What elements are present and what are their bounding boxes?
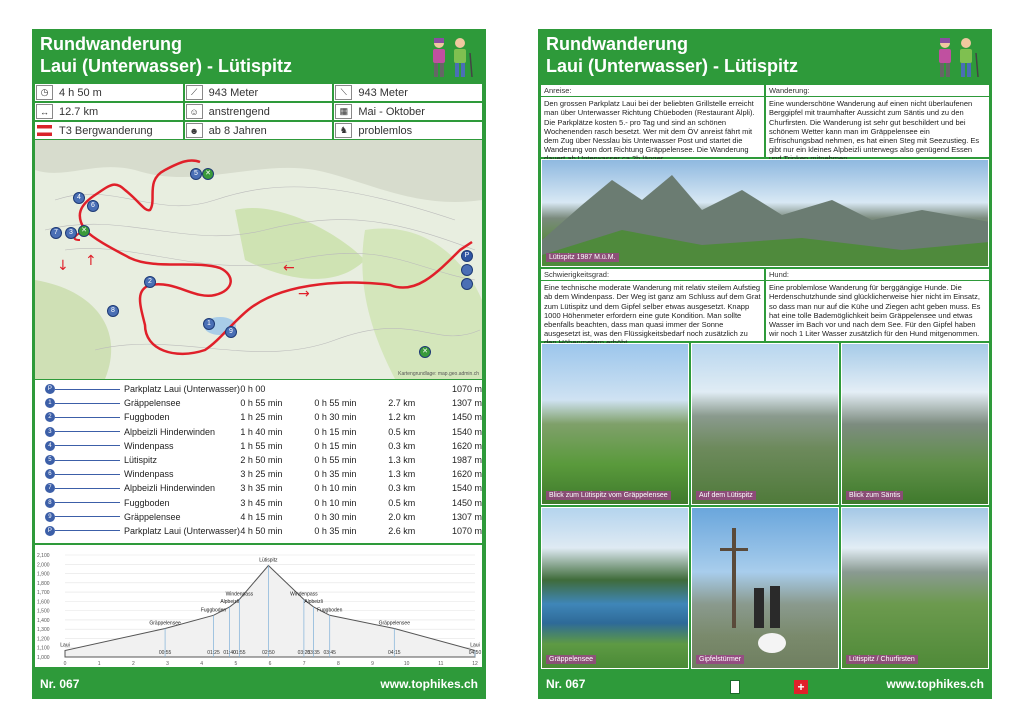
- route-total-time: 1 h 55 min: [240, 440, 283, 451]
- route-distance: 1.3 km: [388, 469, 416, 480]
- profile-y-tick: 1,000: [37, 655, 50, 661]
- route-leg-time: 0 h 15 min: [314, 440, 357, 451]
- hikers-icon-right: [930, 35, 982, 79]
- elevation-profile: [35, 545, 482, 667]
- descent-icon: ⟍: [335, 85, 352, 100]
- website-link[interactable]: www.tophikes.ch: [380, 677, 478, 691]
- route-connector: [55, 431, 120, 432]
- route-connector: [55, 530, 120, 531]
- route-altitude: 1987 m: [451, 455, 482, 466]
- profile-waypoint-label: Alpbeizli: [304, 598, 323, 605]
- ascent-icon: ⟋: [186, 85, 203, 100]
- route-row: [35, 453, 482, 467]
- profile-waypoint-label: Fuggboden: [200, 607, 227, 614]
- profile-time-label: 04:50: [468, 650, 482, 656]
- wanderung-heading: Wanderung:: [766, 85, 989, 97]
- profile-y-tick: 1,500: [37, 608, 50, 615]
- photo-3-caption: Blick zum Säntis: [846, 491, 903, 500]
- fact-dog: [334, 122, 482, 139]
- route-marker: 1: [45, 398, 55, 408]
- route-connector: [55, 389, 120, 390]
- fact-season-value: Mai - Oktober: [358, 105, 425, 118]
- svg-text:↓: ↓: [57, 258, 69, 274]
- photo-6-caption: Lütispitz / Churfirsten: [846, 655, 918, 664]
- route-total-time: 1 h 40 min: [240, 426, 283, 437]
- hund-text: Eine problemlose Wanderung für berggängige Hunde. Die Herdenschutzhunde sind glücklicherweise hier nicht im Einsatz, so dass man nur auf die Kühe und Ziegen acht geben muss. Es hat eine tolle Bademöglichkeit beim Gräppelensee und etwas Wasser im Bach vor und nach dem See. Für den Gipfel haben wir noch 1 Liter Wasser zusätzlich für den Hund mitgenommen.: [769, 283, 981, 339]
- route-marker: 8: [45, 498, 55, 508]
- route-row: [35, 382, 482, 396]
- route-distance: 1.3 km: [388, 455, 416, 466]
- wanderung-box: [766, 85, 989, 157]
- route-row: [35, 439, 482, 453]
- route-row: [35, 410, 482, 424]
- photo-1: [541, 343, 689, 505]
- panorama-caption: Lütispitz 1987 M.ü.M.: [546, 253, 619, 262]
- route-marker: 4: [45, 441, 55, 451]
- profile-area: [65, 566, 475, 658]
- route-name: Fuggboden: [123, 412, 170, 423]
- route-total-time: 1 h 25 min: [240, 412, 283, 423]
- parking-icon: P: [461, 250, 473, 262]
- map-info-icon: [461, 278, 473, 290]
- route-altitude: 1540 m: [451, 483, 482, 494]
- fact-distance-value: 12.7 km: [59, 105, 99, 118]
- map-marker-6: 6: [87, 200, 99, 212]
- route-distance: 2.7 km: [388, 398, 416, 409]
- svg-text:↑: ↑: [85, 253, 97, 269]
- profile-y-tick: 1,200: [37, 636, 50, 643]
- map-marker-8: 8: [107, 305, 119, 317]
- photo-4: [541, 507, 689, 669]
- route-name: Parkplatz Laui (Unterwasser): [123, 384, 240, 395]
- profile-time-label: 03:45: [323, 650, 336, 656]
- route-total-time: 3 h 45 min: [240, 497, 283, 508]
- route-altitude: 1070 m: [451, 384, 482, 395]
- page-title: [40, 33, 292, 77]
- left-page: [32, 29, 486, 699]
- fact-difficulty: [35, 122, 183, 139]
- route-marker: 6: [45, 469, 55, 479]
- route-total-time: 3 h 35 min: [240, 483, 283, 494]
- route-marker: 7: [45, 483, 55, 493]
- route-leg-time: 0 h 35 min: [314, 469, 357, 480]
- profile-time-label: 01:25: [207, 650, 220, 656]
- route-name: Fuggboden: [123, 497, 170, 508]
- fact-ascent: [185, 84, 333, 101]
- fact-duration: [35, 84, 183, 101]
- svg-text:←: ←: [283, 260, 295, 276]
- route-altitude: 1450 m: [451, 412, 482, 423]
- route-total-time: 0 h 55 min: [240, 398, 283, 409]
- route-row: [35, 510, 482, 524]
- hikers-icon: [424, 35, 476, 79]
- route-distance: 0.3 km: [388, 483, 416, 494]
- map-graphic: [35, 140, 482, 379]
- profile-y-tick: 1,400: [37, 617, 50, 624]
- route-row: [35, 396, 482, 410]
- profile-x-tick: 2: [131, 661, 135, 667]
- profile-y-tick: 2,100: [37, 553, 50, 559]
- route-connector: [55, 403, 120, 404]
- route-leg-time: 0 h 10 min: [314, 497, 357, 508]
- map-marker-7: 7: [50, 227, 62, 239]
- anreise-text: Den grossen Parkplatz Laui bei der beliebten Grillstelle erreicht man über Unterwasser Richtung Chüeboden (Restaurant Älpli). Die Parkplätze kosten 5.- pro Tag und sind an schönen Wochenenden rasch besetzt. Wer mit dem ÖV anreist fährt mit dem Zug über Nesslau bis Unterwasser Post und startet die Wanderung von dort Richtung Gräppelensee. Die Wanderung: [544, 99, 755, 155]
- route-name: Parkplatz Laui (Unterwasser): [123, 525, 240, 536]
- route-total-time: 3 h 25 min: [240, 469, 283, 480]
- map-marker-5: 5: [190, 168, 202, 180]
- route-name: Lütispitz: [123, 455, 157, 466]
- map-marker-9: 9: [225, 326, 237, 338]
- route-name: Gräppelensee: [123, 398, 181, 409]
- route-marker: 3: [45, 427, 55, 437]
- photo-3: [841, 343, 989, 505]
- title-line-1: Rundwanderung: [40, 34, 182, 54]
- bus-stop-icon: [461, 264, 473, 276]
- profile-x-tick: 11: [438, 661, 444, 667]
- route-total-time: 4 h 15 min: [240, 511, 283, 522]
- route-leg-time: 0 h 35 min: [314, 525, 357, 536]
- fact-descent-value: 943 Meter: [358, 86, 408, 99]
- profile-y-tick: 1,900: [37, 571, 50, 578]
- map-marker-1: 1: [203, 318, 215, 330]
- route-row: [35, 425, 482, 439]
- photo-2-caption: Auf dem Lütispitz: [696, 491, 756, 500]
- route-map: [35, 140, 482, 379]
- schwierigkeit-heading: Schwierigkeitsgrad:: [541, 269, 764, 281]
- profile-x-tick: 9: [371, 661, 374, 667]
- route-altitude: 1307 m: [451, 511, 482, 522]
- profile-y-tick: 2,000: [37, 562, 50, 569]
- summit-icon: ✕: [202, 168, 214, 180]
- child-icon: ☻: [186, 123, 203, 138]
- route-leg-time: 0 h 10 min: [314, 483, 357, 494]
- photo-5: [691, 507, 839, 669]
- fact-effort-value: anstrengend: [208, 105, 270, 118]
- profile-waypoint-label: Windenpass: [290, 591, 318, 598]
- title-line-1-right: Rundwanderung: [546, 34, 688, 54]
- profile-x-tick: 3: [166, 661, 169, 667]
- profile-time-label: 01:40: [223, 650, 236, 656]
- fact-dog-value: problemlos: [358, 124, 413, 137]
- restaurant-icon-2: ✕: [419, 346, 431, 358]
- distance-icon: ↔: [36, 104, 53, 119]
- route-row: [35, 481, 482, 495]
- profile-waypoint-label: Fuggboden: [317, 607, 343, 614]
- fact-age: [185, 122, 333, 139]
- profile-x-tick: 1: [97, 661, 101, 667]
- route-leg-time: 0 h 55 min: [314, 398, 357, 409]
- hike-number: Nr. 067: [40, 677, 80, 691]
- profile-y-tick: 1,300: [37, 627, 50, 634]
- profile-x-tick: 4: [200, 661, 204, 667]
- fact-age-value: ab 8 Jahren: [208, 124, 267, 137]
- route-leg-time: 0 h 55 min: [314, 455, 357, 466]
- hund-box: [766, 269, 989, 341]
- route-marker: 2: [45, 412, 55, 422]
- route-leg-time: 0 h 30 min: [314, 412, 357, 423]
- profile-waypoint-label: Windenpass: [225, 591, 254, 598]
- route-altitude: 1307 m: [451, 398, 482, 409]
- photo-4-caption: Gräppelensee: [546, 655, 596, 664]
- profile-waypoint-label: Gräppelensee: [378, 620, 411, 627]
- route-altitude: 1540 m: [451, 426, 482, 437]
- fact-difficulty-value: T3 Bergwanderung: [59, 124, 153, 137]
- profile-y-tick: 1,100: [37, 645, 50, 652]
- anreise-box: [541, 85, 764, 157]
- dog-icon: ♞: [335, 123, 352, 138]
- hike-number-right: Nr. 067: [546, 677, 586, 691]
- swiss-flag-icon: +: [794, 680, 808, 694]
- route-distance: 0.5 km: [388, 426, 416, 437]
- route-altitude: 1070 m: [451, 525, 482, 536]
- profile-time-label: 03:35: [307, 650, 320, 656]
- schwierigkeit-text: Eine technische moderate Wanderung mit relativ steilem Aufstieg ab dem Windenpass. Der Weg ist ganz am Schluss auf dem Grat zum Lütispitz und dem Gipfel selber etwas ausgesetzt. Knapp 1000 Höhenmeter erfordern eine gute Kondition. Man sollte ebenfalls beachten, dass man quasi immer der Sonne ausgesetzt ist, was den Flüssigkeitsbedarf noch zusätzlich zu: [544, 283, 761, 339]
- route-leg-time: 0 h 15 min: [314, 426, 357, 437]
- route-total-time: 2 h 50 min: [240, 455, 283, 466]
- route-name: Windenpass: [123, 440, 174, 451]
- fact-duration-value: 4 h 50 m: [59, 86, 102, 99]
- photo-1-caption: Blick zum Lütispitz vom Gräppelensee: [546, 491, 671, 500]
- restaurant-icon: ✕: [78, 225, 90, 237]
- title-line-2: Laui (Unterwasser) - Lütispitz: [40, 56, 293, 76]
- profile-y-tick: 1,600: [37, 599, 50, 606]
- profile-x-tick: 6: [268, 661, 272, 667]
- route-name: Alpbeizli Hinderwinden: [123, 483, 216, 494]
- profile-waypoint-label: Gräppelensee: [149, 620, 181, 627]
- page-title-right: [546, 33, 798, 77]
- route-connector: [55, 445, 120, 446]
- facts-grid: [35, 84, 482, 139]
- map-marker-2: 2: [144, 276, 156, 288]
- route-total-time: 4 h 50 min: [240, 525, 283, 536]
- route-altitude: 1620 m: [451, 440, 482, 451]
- trail-marker-icon: [36, 123, 53, 138]
- profile-time-label: 03:25: [297, 650, 311, 656]
- map-marker-3: 3: [65, 227, 77, 239]
- profile-y-tick: 1,800: [37, 580, 50, 587]
- route-distance: 0.3 km: [388, 440, 416, 451]
- canton-crest-icon: [730, 680, 740, 694]
- route-connector: [55, 516, 120, 517]
- profile-waypoint-label: Alpbeizli: [220, 598, 239, 605]
- photo-5-caption: Gipfelstürmer: [696, 655, 744, 664]
- route-connector: [55, 474, 120, 475]
- profile-time-label: 04:15: [388, 650, 401, 656]
- profile-waypoint-label: Laui: [470, 642, 480, 649]
- route-name: Gräppelensee: [123, 511, 181, 522]
- summit-cross-graphic: [692, 508, 839, 669]
- effort-icon: ☺: [186, 104, 203, 119]
- profile-time-label: 00:55: [158, 650, 172, 656]
- right-page: [538, 29, 992, 699]
- website-link-right[interactable]: www.tophikes.ch: [886, 677, 984, 691]
- anreise-heading: Anreise:: [541, 85, 764, 97]
- route-altitude: 1450 m: [451, 497, 482, 508]
- route-marker: 9: [45, 512, 55, 522]
- schwierigkeit-box: [541, 269, 764, 341]
- clock-icon: ◷: [36, 85, 53, 100]
- fact-descent: [334, 84, 482, 101]
- profile-y-tick: 1,700: [37, 590, 50, 597]
- profile-x-tick: 12: [472, 661, 478, 667]
- route-distance: 1.2 km: [388, 412, 416, 423]
- fact-season: [334, 103, 482, 120]
- profile-waypoint-label: Lütispitz: [259, 557, 278, 564]
- profile-x-tick: 0: [63, 661, 67, 667]
- panorama-mountains: [542, 160, 989, 267]
- route-connector: [55, 460, 120, 461]
- route-row: [35, 496, 482, 510]
- route-name: Windenpass: [123, 469, 174, 480]
- route-altitude: 1620 m: [451, 469, 482, 480]
- hund-heading: Hund:: [766, 269, 989, 281]
- profile-x-tick: 7: [302, 661, 306, 667]
- fact-distance: [35, 103, 183, 120]
- profile-time-label: 02:50: [262, 650, 275, 656]
- svg-text:→: →: [298, 286, 310, 302]
- photo-2: [691, 343, 839, 505]
- route-marker: P: [45, 384, 55, 394]
- profile-x-tick: 5: [234, 661, 238, 667]
- fact-effort: [185, 103, 333, 120]
- route-row: [35, 524, 482, 538]
- route-total-time: 0 h 00: [240, 384, 266, 395]
- route-name: Alpbeizli Hinderwinden: [123, 426, 216, 437]
- route-distance: 2.0 km: [388, 511, 416, 522]
- route-table: [35, 380, 482, 543]
- elevation-profile-graphic: [35, 545, 482, 667]
- profile-x-tick: 8: [336, 661, 340, 667]
- route-leg-time: 0 h 30 min: [314, 511, 357, 522]
- route-distance: 2.6 km: [388, 525, 416, 536]
- profile-x-tick: 10: [403, 661, 410, 667]
- title-line-2-right: Laui (Unterwasser) - Lütispitz: [546, 56, 799, 76]
- route-connector: [55, 502, 120, 503]
- profile-waypoint-label: Laui: [60, 642, 70, 649]
- photo-6: [841, 507, 989, 669]
- route-marker: 5: [45, 455, 55, 465]
- map-copyright: Kartengrundlage: map.geo.admin.ch: [398, 371, 479, 377]
- calendar-icon: ▦: [335, 104, 352, 119]
- map-marker-4: 4: [73, 192, 85, 204]
- panorama-photo: [541, 159, 989, 267]
- route-distance: 0.5 km: [388, 497, 416, 508]
- profile-time-label: 01:55: [233, 650, 246, 656]
- route-marker: P: [45, 526, 55, 536]
- fact-ascent-value: 943 Meter: [208, 86, 259, 99]
- route-connector: [55, 417, 120, 418]
- wanderung-text: Eine wunderschöne Wanderung auf einen nicht überlaufenen Berggipfel mit traumhafter Aussicht zum Säntis und zu den Churfirsten. Die Wanderung ist sehr gut beschildert und bei schönem Wetter kann man im Gräppelensee ein Erfrischungsbad nehmen, es hat einen Steg mit Seezustieg. Es gibt nur ein kleines Alpbeizli unterwegs also genügend Essen: [769, 99, 980, 155]
- route-connector: [55, 488, 120, 489]
- route-row: [35, 467, 482, 481]
